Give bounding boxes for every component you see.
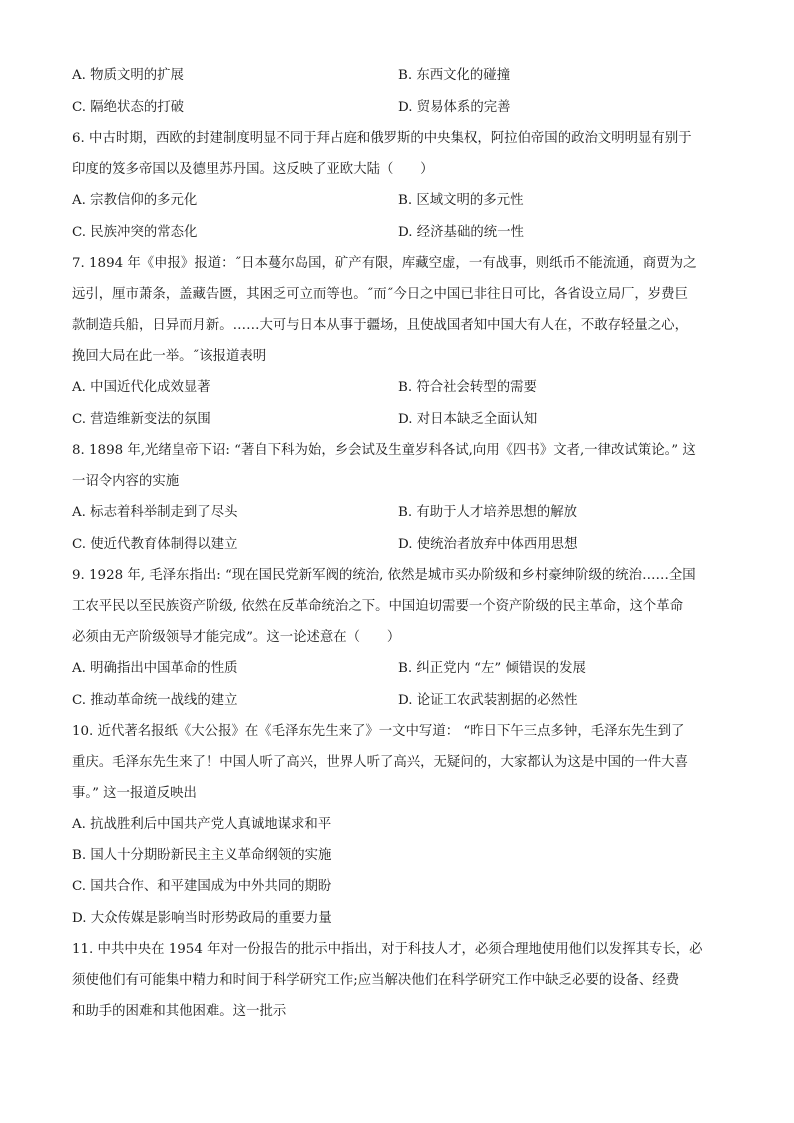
q9-option-c: C. 推动革命统一战线的建立 [72,693,238,708]
q5-option-c: C. 隔绝状态的打破 [72,100,185,115]
q7-stem-line-2: 远引，厘市萧条，盖藏告匮，其困乏可立而等也。˝而˝今日之中国已非往日可比，各省设立局厂，岁费巨 [72,287,688,302]
q7-stem-line-3: 款制造兵船，日异而月新。……大可与日本从事于疆场，且使战国者知中国大有人在，不敢存轻量之心， [72,318,688,333]
q6-option-d: D. 经济基础的统一性 [398,225,524,240]
q11-stem-line-3: 和助手的困难和其他困难。这一批示 [72,1004,287,1019]
q5-option-d: D. 贸易体系的完善 [398,100,511,115]
q6-option-b: B. 区域文明的多元性 [398,193,524,208]
q7-option-b: B. 符合社会转型的需要 [398,380,537,395]
q8-stem-line-1: 8. 1898 年,光绪皇帝下诏: “著自下科为始，乡会试及生童岁科各试,向用《四书》文者,一律改试策论。” 这 [72,443,696,458]
q7-stem-line-1: 7. 1894 年《申报》报道：˝日本蔓尔岛国，矿产有限，库藏空虚，一有战事，则纸币不能流通，商贾为之 [72,256,697,271]
q6-stem-line-2: 印度的笈多帝国以及德里苏丹国。这反映了亚欧大陆（ ） [72,162,434,177]
q6-option-a: A. 宗教信仰的多元化 [72,193,198,208]
q7-option-c: C. 营造维新变法的氛围 [72,412,211,427]
q9-stem-line-2: 工农平民以至民族资产阶级, 依然在反革命统治之下。中国迫切需要一个资产阶级的民主革命，这个革命 [72,599,684,614]
q10-stem-line-2: 重庆。毛泽东先生来了！中国人听了高兴，世界人听了高兴，无疑问的，大家都认为这是中国的一件大喜 [72,755,688,770]
q5-option-b: B. 东西文化的碰撞 [398,68,511,83]
q10-option-c: C. 国共合作、和平建国成为中外共同的期盼 [72,879,332,894]
q7-option-d: D. 对日本缺乏全面认知 [398,412,538,427]
q8-option-c: C. 使近代教育体制得以建立 [72,537,238,552]
q10-option-b: B. 国人十分期盼新民主主义革命纲领的实施 [72,848,332,863]
q10-option-d: D. 大众传媒是影响当时形势政局的重要力量 [72,911,332,926]
q8-option-b: B. 有助于人才培养思想的解放 [398,505,578,520]
q10-stem-line-1: 10. 近代著名报纸《大公报》在《毛泽东先生来了》一文中写道： “昨日下午三点多钟，毛泽东先生到了 [72,724,685,739]
q5-option-a: A. 物质文明的扩展 [72,68,184,83]
q6-stem-line-1: 6. 中古时期，西欧的封建制度明显不同于拜占庭和俄罗斯的中央集权，阿拉伯帝国的政治文明明显有别于 [72,131,692,146]
q11-stem-line-2: 须使他们有可能集中精力和时间于科学研究工作;应当解决他们在科学研究工作中缺乏必要的设备、经费 [72,973,680,988]
q7-option-a: A. 中国近代化成效显著 [72,380,211,395]
q9-stem-line-3: 必须由无产阶级领导才能完成”。这一论述意在（ ） [72,630,401,645]
q11-stem-line-1: 11. 中共中央在 1954 年对一份报告的批示中指出，对于科技人才，必须合理地使用他们以发挥其专长，必 [72,942,703,957]
q9-option-d: D. 论证工农武装割据的必然性 [398,693,578,708]
q6-option-c: C. 民族冲突的常态化 [72,225,198,240]
q8-option-a: A. 标志着科举制走到了尽头 [72,505,238,520]
q8-stem-line-2: 一诏令内容的实施 [72,474,180,489]
q9-option-b: B. 纠正党内 “左” 倾错误的发展 [398,661,586,676]
q7-stem-line-4: 挽回大局在此一举。˝该报道表明 [72,349,267,364]
q10-option-a: A. 抗战胜利后中国共产党人真诚地谋求和平 [72,817,332,832]
q8-option-d: D. 使统治者放弃中体西用思想 [398,537,578,552]
q9-stem-line-1: 9. 1928 年, 毛泽东指出: “现在国民党新军阀的统治, 依然是城市买办阶级和乡村豪绅阶级的统治……全国 [72,568,696,583]
q10-stem-line-3: 事。” 这一报道反映出 [72,786,197,801]
q9-option-a: A. 明确指出中国革命的性质 [72,661,238,676]
